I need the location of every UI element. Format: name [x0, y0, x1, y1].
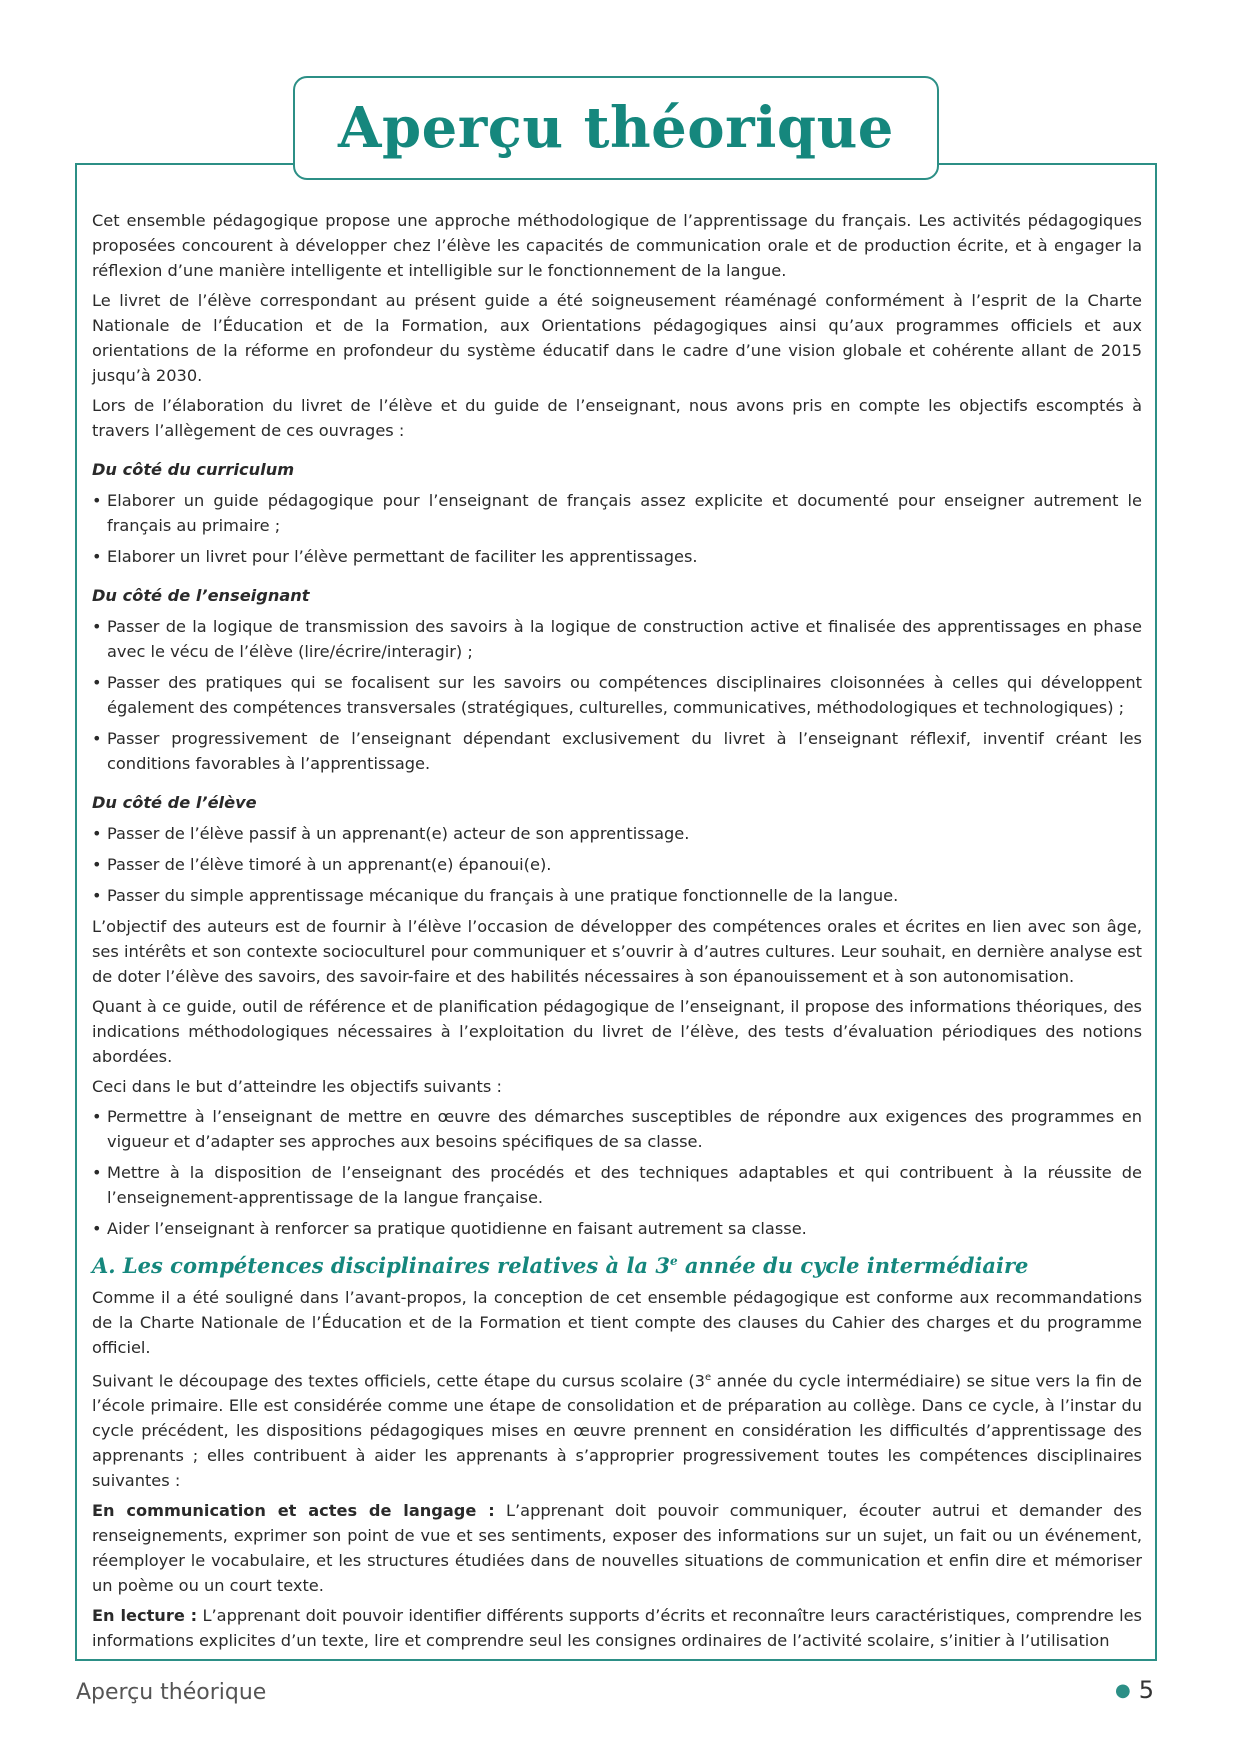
- middle-paragraph-1: L’objectif des auteurs est de fournir à l’élève l’occasion de développer des compétences orales et écrites en lien avec son âge, ses intérêts et son contexte socioculturel pour communiquer et s’ouvrir à d’autres cultures. Leur souhait, en dernière analyse est de doter l’élève des savoirs, des savoir-faire et des habilités nécessaires à son épanouissement et à son autonomisation.: [92, 917, 1142, 986]
- list-item: • Passer progressivement de l’enseignant dépendant exclusivement du livret à l’enseignant réflexif, inventif créant les conditions favorables à l’apprentissage.: [92, 726, 1142, 776]
- title-box: [293, 76, 939, 180]
- section-a-heading: A. Les compétences disciplinaires relatives à la 3e année du cycle intermédiaire: [92, 1253, 1029, 1278]
- list-item: • Passer du simple apprentissage mécanique du français à une pratique fonctionnelle de la langue.: [92, 883, 1142, 908]
- communication-paragraph: En communication et actes de langage : L’apprenant doit pouvoir communiquer, écouter autrui et demander des renseignements, exprimer son point de vue et ses sentiments, exposer des informations sur un sujet, un fait ou un événement, réemployer le vocabulaire, et les structures étudiées dans de nouvelles situations de communication et enfin dire et mémoriser un poème ou un court texte.: [92, 1501, 1142, 1596]
- middle-paragraph-2: Quant à ce guide, outil de référence et de planification pédagogique de l’enseignant, il propose des informations théoriques, des indications méthodologiques nécessaires à l’exploitation du livret de l’élève, des tests d’évaluation périodiques des notions abordées.: [92, 997, 1142, 1066]
- list-item: • Passer des pratiques qui se focalisent sur les savoirs ou compétences disciplinaires cloisonnées à celles qui développent également des compétences transversales (stratégiques, culturelles, communicatives, méthodologiques et technologiques) ;: [92, 670, 1142, 720]
- teacher-heading: Du côté de l’enseignant: [92, 586, 310, 605]
- teacher-list: [92, 614, 1142, 776]
- reading-paragraph: En lecture : L’apprenant doit pouvoir identifier différents supports d’écrits et reconnaître leurs caractéristiques, comprendre les informations explicites d’un texte, lire et comprendre seul les consignes ordinaires de l’activité scolaire, s’initier à l’utilisation: [92, 1606, 1142, 1651]
- objectives-list: [92, 1104, 1142, 1241]
- footer-label: Aperçu théorique: [76, 1680, 267, 1705]
- intro-paragraph-2: Le livret de l’élève correspondant au présent guide a été soigneusement réaménagé conformément à l’esprit de la Charte Nationale de l’Éducation et de la Formation, aux Orientations pédagogiques ainsi qu’aux programmes officiels et aux orientations de la réforme en profondeur du système éducatif dans le cadre d’une vision globale et cohérente allant de 2015 jusqu’à 2030.: [92, 291, 1142, 385]
- page-content: [92, 208, 1142, 1658]
- section-a-paragraph-2: Suivant le découpage des textes officiels, cette étape du cursus scolaire (3e année du cycle intermédiaire) se situe vers la fin de l’école primaire. Elle est considérée comme une étape de consolidation et de préparation au collège. Dans ce cycle, à l’instar du cycle précédent, les dispositions pédagogiques mises en œuvre prennent en considération les difficultés d’apprentissage des apprenants ; elles contribuent à aider les apprenants à s’approprier progressivement toutes les compétences disciplinaires suivantes :: [92, 1371, 1143, 1491]
- list-item: • Permettre à l’enseignant de mettre en œuvre des démarches susceptibles de répondre aux exigences des programmes en vigueur et d’adapter ses approches aux besoins spécifiques de sa classe.: [92, 1104, 1142, 1154]
- student-list: [92, 821, 1142, 908]
- list-item: • Elaborer un guide pédagogique pour l’enseignant de français assez explicite et documenté pour enseigner autrement le français au primaire ;: [92, 488, 1142, 538]
- list-item: • Elaborer un livret pour l’élève permettant de faciliter les apprentissages.: [92, 544, 1142, 569]
- list-item: • Mettre à la disposition de l’enseignant des procédés et des techniques adaptables et qui contribuent à la réussite de l’enseignement-apprentissage de la langue française.: [92, 1160, 1142, 1210]
- footer-page: [1115, 1676, 1154, 1704]
- list-item: • Passer de l’élève passif à un apprenant(e) acteur de son apprentissage.: [92, 821, 1142, 846]
- curriculum-heading: Du côté du curriculum: [92, 460, 295, 479]
- bullet-icon: ●: [1115, 1679, 1131, 1701]
- intro-paragraph-1: Cet ensemble pédagogique propose une approche méthodologique de l’apprentissage du français. Les activités pédagogiques proposées concourent à développer chez l’élève les capacités de communication orale et de production écrite, et à engager la réflexion d’une manière intelligente et intelligible sur le fonctionnement de la langue.: [92, 211, 1142, 280]
- student-heading: Du côté de l’élève: [92, 793, 257, 812]
- section-a-paragraph-1: Comme il a été souligné dans l’avant-propos, la conception de cet ensemble pédagogique est conforme aux recommandations de la Charte Nationale de l’Éducation et de la Formation et tient compte des clauses du Cahier des charges et du programme officiel.: [92, 1288, 1142, 1357]
- page-number: 5: [1138, 1676, 1154, 1704]
- curriculum-list: [92, 488, 1142, 569]
- middle-paragraph-3: Ceci dans le but d’atteindre les objectifs suivants :: [92, 1077, 502, 1096]
- list-item: • Aider l’enseignant à renforcer sa pratique quotidienne en faisant autrement sa classe.: [92, 1216, 1142, 1241]
- page-title: Aperçu théorique: [338, 95, 894, 161]
- list-item: • Passer de l’élève timoré à un apprenant(e) épanoui(e).: [92, 852, 1142, 877]
- intro-paragraph-3: Lors de l’élaboration du livret de l’élève et du guide de l’enseignant, nous avons pris en compte les objectifs escomptés à travers l’allègement de ces ouvrages :: [92, 396, 1142, 440]
- list-item: • Passer de la logique de transmission des savoirs à la logique de construction active et finalisée des apprentissages en phase avec le vécu de l’élève (lire/écrire/interagir) ;: [92, 614, 1142, 664]
